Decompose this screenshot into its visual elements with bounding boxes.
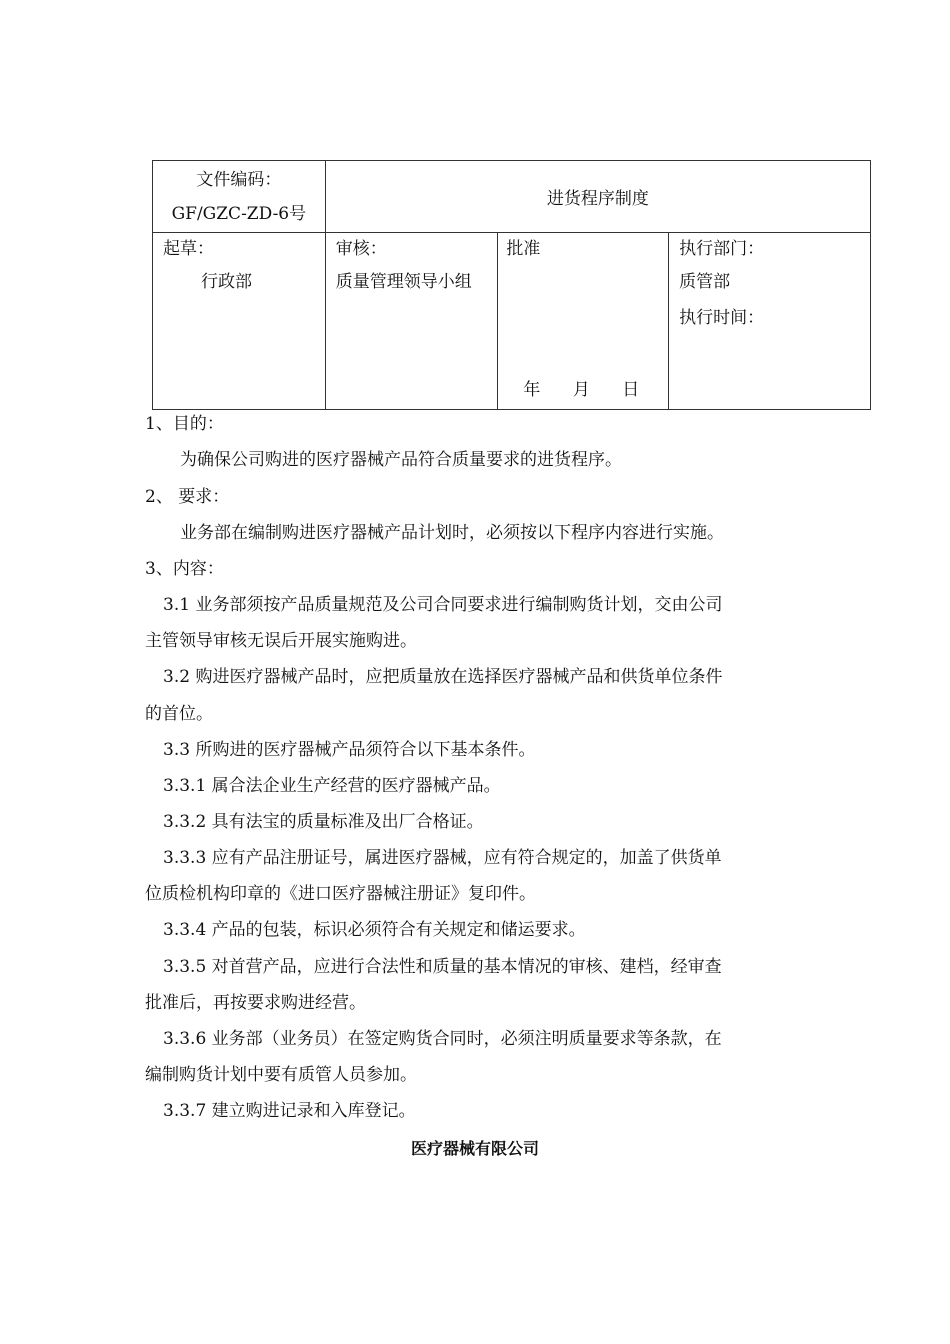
review-label: 审核： bbox=[335, 239, 387, 259]
review-value: 质量管理领导小组 bbox=[335, 272, 472, 292]
para-3-3: 3.3 所购进的医疗器械产品须符合以下基本条件。 bbox=[163, 740, 536, 760]
section-2-text: 业务部在编制购进医疗器械产品计划时，必须按以下程序内容进行实施。 bbox=[180, 523, 724, 543]
para-3-3-3-line-1: 3.3.3 应有产品注册证号，属进医疗器械，应有符合规定的，加盖了供货单 bbox=[163, 848, 722, 868]
para-3-3-1: 3.3.1 属合法企业生产经营的医疗器械产品。 bbox=[163, 776, 501, 796]
para-3-2-line-2: 的首位。 bbox=[145, 704, 213, 724]
review-cell bbox=[325, 233, 498, 410]
section-2-heading: 2、 要求： bbox=[145, 487, 230, 507]
para-3-3-7: 3.3.7 建立购进记录和入库登记。 bbox=[163, 1101, 416, 1121]
approve-label: 批准 bbox=[506, 239, 541, 259]
para-3-1-line-2: 主管领导审核无误后开展实施购进。 bbox=[145, 631, 417, 651]
exec-dept-label: 执行部门： bbox=[679, 239, 765, 259]
header-table bbox=[152, 160, 871, 410]
company-name: 医疗器械有限公司 bbox=[410, 1139, 539, 1158]
approve-date: 年 月 日 bbox=[523, 380, 640, 400]
draft-value: 行政部 bbox=[201, 272, 252, 292]
para-3-3-4: 3.3.4 产品的包装，标识必须符合有关规定和储运要求。 bbox=[163, 920, 586, 940]
draft-label: 起草： bbox=[163, 239, 214, 259]
para-3-3-2: 3.3.2 具有法宝的质量标准及出厂合格证。 bbox=[163, 812, 484, 832]
section-3-heading: 3、内容： bbox=[145, 559, 224, 579]
para-3-3-5-line-1: 3.3.5 对首营产品，应进行合法性和质量的基本情况的审核、建档，经审查 bbox=[163, 957, 722, 977]
para-3-1-line-1: 3.1 业务部须按产品质量规范及公司合同要求进行编制购货计划，交由公司 bbox=[163, 595, 723, 615]
section-1-text: 为确保公司购进的医疗器械产品符合质量要求的进货程序。 bbox=[180, 450, 622, 470]
para-3-3-6-line-2: 编制购货计划中要有质管人员参加。 bbox=[145, 1065, 417, 1085]
approve-cell bbox=[498, 233, 669, 410]
exec-dept-value: 质管部 bbox=[679, 272, 731, 292]
para-3-3-5-line-2: 批准后，再按要求购进经营。 bbox=[145, 993, 366, 1013]
file-code-cell bbox=[153, 161, 326, 233]
para-3-2-line-1: 3.2 购进医疗器械产品时，应把质量放在选择医疗器械产品和供货单位条件 bbox=[163, 667, 723, 687]
para-3-3-3-line-2: 位质检机构印章的《进口医疗器械注册证》复印件。 bbox=[145, 884, 536, 904]
document-title: 进货程序制度 bbox=[325, 161, 870, 233]
section-1-heading: 1、目的： bbox=[145, 414, 224, 434]
exec-cell bbox=[669, 233, 871, 410]
file-code-label: 文件编码： bbox=[196, 170, 282, 190]
para-3-3-6-line-1: 3.3.6 业务部（业务员）在签定购货合同时，必须注明质量要求等条款，在 bbox=[163, 1029, 722, 1049]
file-code-value: GF/GZC-ZD-6号 bbox=[171, 204, 307, 224]
exec-time-label: 执行时间： bbox=[679, 308, 765, 328]
draft-cell bbox=[153, 233, 326, 410]
